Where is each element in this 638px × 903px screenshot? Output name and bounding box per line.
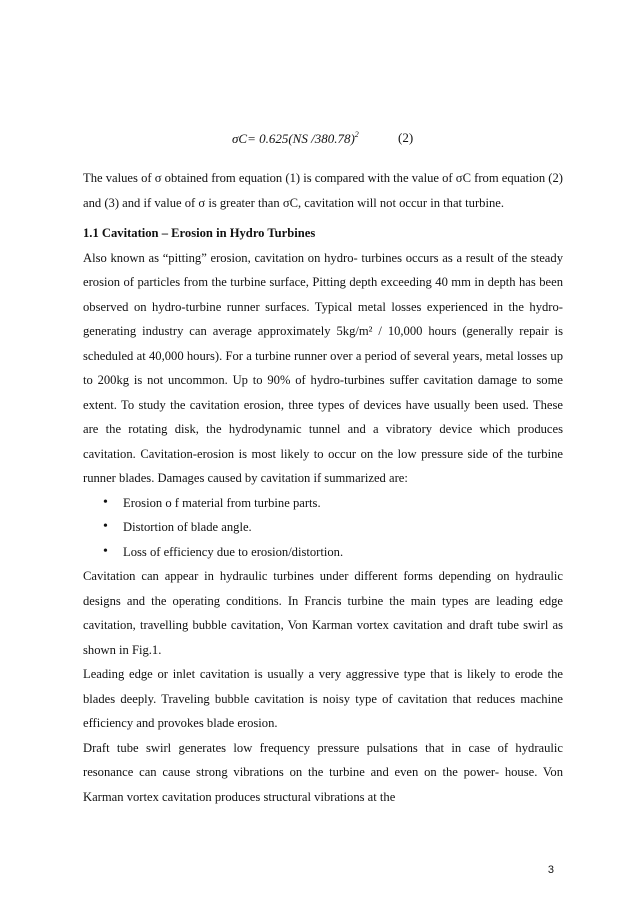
paragraph-pitting: Also known as “pitting” erosion, cavitation on hydro- turbines occurs as a result of the steady erosion of particles from the turbine surface, Pitting depth exceeding 40 mm in depth has been observed on hydro-turbine runner surfaces. Typical metal losses experienced in the hydro-generating industry can average approximately 5kg/m² / 10,000 hours (generally repair is scheduled at 40,000 hours). For a turbine runner over a period of several years, metal losses up to 200kg is not uncommon. Up to 90% of hydro-turbines suffer cavitation damage to some extent. To study the cavitation erosion, three types of devices have usually been used. These are the rotating disk, the hydrodynamic tunnel and a vibratory device which produces cavitation. Cavitation-erosion is most likely to occur on the low pressure side of the turbine runner blades. Damages caused by cavitation if summarized are: <box>83 250 563 485</box>
page-number: 3 <box>547 864 554 876</box>
equation <box>232 130 359 147</box>
paragraph-draft-tube: Draft tube swirl generates low frequency pressure pulsations that in case of hydraulic resonance can cause strong vibrations on the turbine and even on the power- house. Von Karman vortex cavitation produces structural vibrations at the <box>83 740 563 804</box>
document-body <box>83 166 563 809</box>
list-item: • Erosion o f material from turbine parts. <box>109 491 563 516</box>
list-item: • Loss of efficiency due to erosion/distortion. <box>109 540 563 565</box>
section-heading: 1.1 Cavitation – Erosion in Hydro Turbines <box>83 226 316 240</box>
damages-list <box>83 491 563 565</box>
paragraph-leading-edge: Leading edge or inlet cavitation is usually a very aggressive type that is likely to erode the blades deeply. Traveling bubble cavitation is noisy type of cavitation that reduces machine efficiency and provokes blade erosion. <box>83 667 563 730</box>
equation-exponent: 2 <box>354 130 359 139</box>
paragraph-forms: Cavitation can appear in hydraulic turbines under different forms depending on hydraulic designs and the operating conditions. In Francis turbine the main types are leading edge cavitation, travelling bubble cavitation, Von Karman vortex cavitation and draft tube swirl as shown in Fig.1. <box>83 569 563 657</box>
list-item: • Distortion of blade angle. <box>109 515 563 540</box>
equation-number: (2) <box>398 130 414 145</box>
intro-paragraph: The values of σ obtained from equation (1) is compared with the value of σC from equation (2) and (3) and if value of σ is greater than σC, cavitation will not occur in that turbine. <box>83 171 563 210</box>
equation-lhs: σC= 0.625(NS /380.78) <box>232 131 355 146</box>
